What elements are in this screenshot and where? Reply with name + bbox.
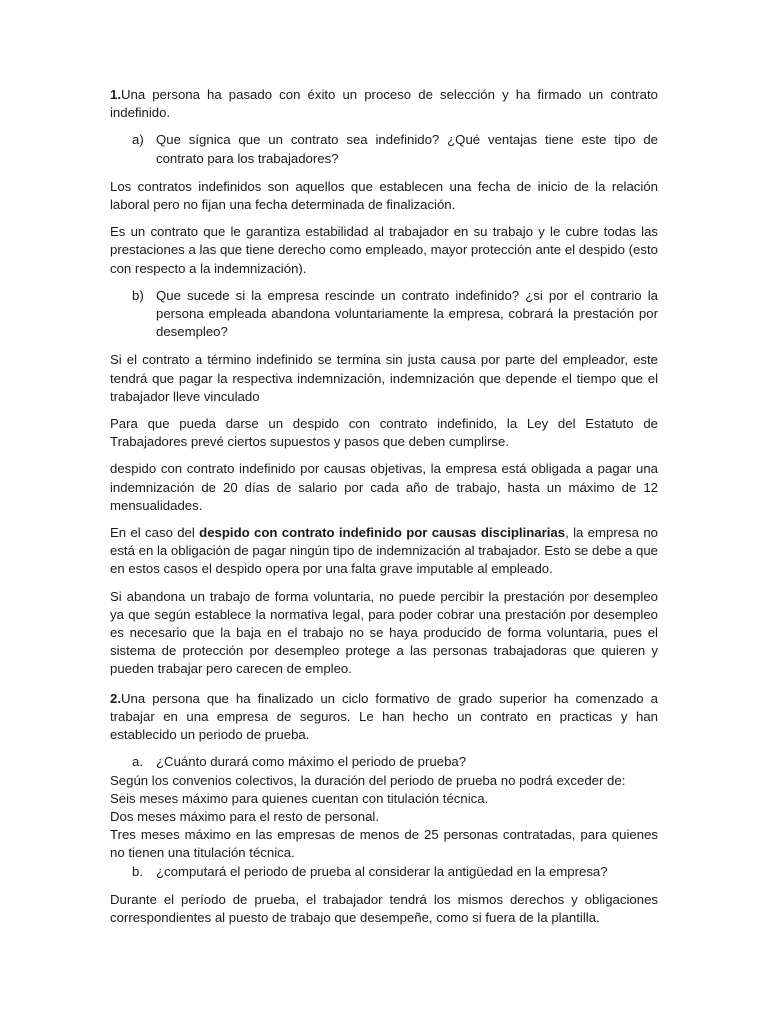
answer-paragraph: despido con contrato indefinido por causas objetivas, la empresa está obligada a pagar una indemnización de 20 días de salario por cada año de trabajo, hasta un máximo de 12 mensualidades.: [110, 461, 658, 513]
list-marker: b): [132, 287, 144, 303]
bold-phrase: despido con contrato indefinido por causas disciplinarias: [199, 525, 566, 541]
answer-paragraph: Si abandona un trabajo de forma voluntaria, no puede percibir la prestación por desempleo ya que según establece la normativa legal, para poder cobrar una prestación por desempleo es necesario que la baja en el trabajo no se haya producido de forma voluntaria, pues el sistema de protección por desempleo protege a las personas trabajadoras que quieren y pueden trabajar pero carecen de empleo.: [110, 588, 658, 677]
question-1a-text: Que sígnica que un contrato sea indefinido? ¿Qué ventajas tiene este tipo de contrato para los trabajadores?: [156, 132, 658, 166]
answer-paragraph: Si el contrato a término indefinido se termina sin justa causa por parte del empleador, este tendrá que pagar la respectiva indemnización, indemnización que depende el tiempo que el trabajador lleve vinculado: [110, 352, 658, 404]
question-2b-text: ¿computará el periodo de prueba al considerar la antigüedad en la empresa?: [156, 863, 608, 879]
question-1-intro: 1.Una persona ha pasado con éxito un proceso de selección y ha firmado un contrato indefinido.: [110, 87, 658, 121]
question-1-number: 1.: [110, 87, 121, 102]
question-1a: [110, 131, 658, 167]
answer-paragraph: En el caso del despido con contrato indefinido por causas disciplinarias, la empresa no está en la obligación de pagar ningún tipo de indemnización al trabajador. Esto se debe a que en estos casos el despido opera por una falta grave imputable al empleado.: [110, 525, 658, 577]
answer-paragraph: Durante el período de prueba, el trabajador tendrá los mismos derechos y obligaciones correspondientes al puesto de trabajo que desempeñe, como si fuera de la plantilla.: [110, 891, 658, 925]
list-marker: a.: [132, 754, 143, 770]
answer-line: Dos meses máximo para el resto de personal.: [110, 808, 379, 824]
question-2b: [110, 863, 658, 881]
list-marker: a): [132, 132, 144, 148]
question-2a-text: ¿Cuánto durará como máximo el periodo de prueba?: [156, 754, 467, 770]
question-1b-text: Que sucede si la empresa rescinde un contrato indefinido? ¿si por el contrario la persona empleada abandona voluntariamente la empresa, cobrará la prestación por desempleo?: [156, 287, 658, 340]
answer-line: Según los convenios colectivos, la duración del periodo de prueba no podrá exceder de:: [110, 772, 626, 788]
question-1b: [110, 287, 658, 342]
question-2-number: 2.: [110, 690, 121, 706]
answer-2a-block: [110, 772, 658, 863]
answer-paragraph: Para que pueda darse un despido con contrato indefinido, la Ley del Estatuto de Trabajadores prevé ciertos supuestos y pasos que deben cumplirse.: [110, 416, 658, 450]
answer-line: Seis meses máximo para quienes cuentan con titulación técnica.: [110, 790, 489, 806]
answer-line: Tres meses máximo en las empresas de menos de 25 personas contratadas, para quienes no tienen una titulación técnica.: [110, 827, 658, 861]
answer-paragraph: Es un contrato que le garantiza estabilidad al trabajador en su trabajo y le cubre todas las prestaciones a las que tiene derecho como empleado, mayor protección ante el despido (esto con respecto a la indemnización).: [110, 224, 658, 276]
list-marker: b.: [132, 863, 143, 879]
question-2-intro: 2.Una persona que ha finalizado un ciclo formativo de grado superior ha comenzado a trabajar en una empresa de seguros. Le han hecho un contrato en practicas y han establecido un periodo de prueba.: [110, 690, 658, 743]
question-2a: [110, 753, 658, 771]
answer-paragraph: Los contratos indefinidos son aquellos que establecen una fecha de inicio de la relación laboral pero no fijan una fecha determinada de finalización.: [110, 178, 658, 213]
